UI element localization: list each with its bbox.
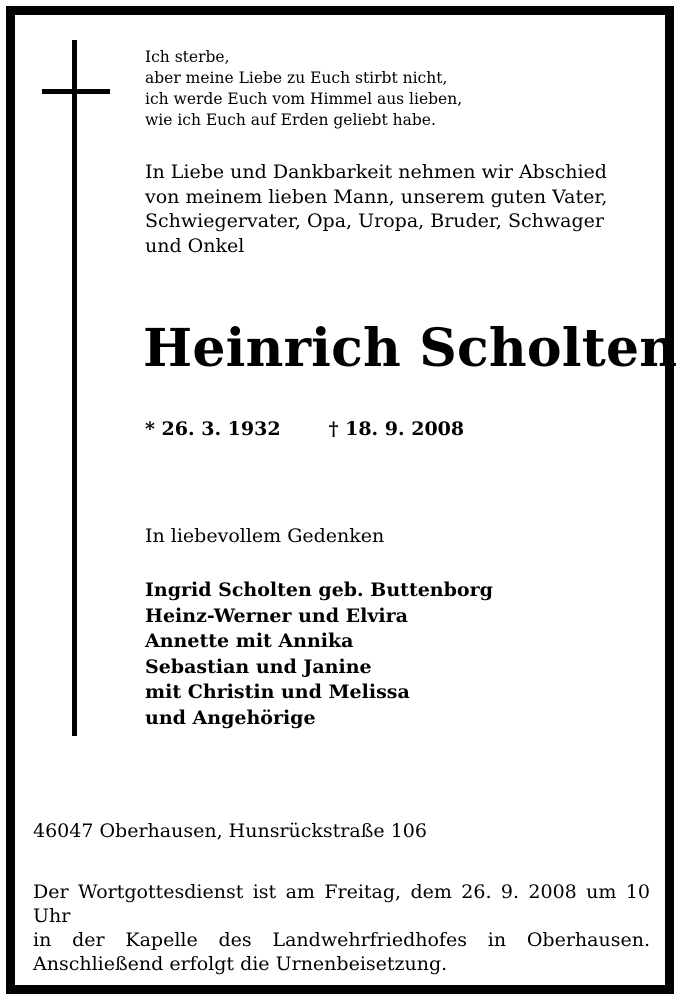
family-line: Sebastian und Janine — [145, 655, 372, 678]
service-line: Der Wortgottesdienst ist am Freitag, dem 26. 9. 2008 um 10 Uhr — [33, 881, 650, 927]
family-line: und Angehörige — [145, 706, 316, 729]
address: 46047 Oberhausen, Hunsrückstraße 106 — [33, 820, 427, 842]
deceased-name: Heinrich Scholten — [143, 318, 678, 379]
remembrance-text: In liebevollem Gedenken — [145, 525, 385, 547]
poem-line: ich werde Euch vom Himmel aus lieben, — [145, 90, 463, 108]
family-signatories — [145, 578, 493, 731]
poem-line: Ich sterbe, — [145, 48, 230, 66]
obituary-frame — [6, 6, 674, 994]
cross-icon-horizontal-bar — [42, 89, 110, 94]
poem-line: wie ich Euch auf Erden geliebt habe. — [145, 111, 436, 129]
intro-line: Schwiegervater, Opa, Uropa, Bruder, Schwager — [145, 210, 604, 232]
life-dates — [145, 418, 464, 440]
farewell-intro — [145, 160, 607, 258]
service-line: in der Kapelle des Landwehrfriedhofes in Oberhausen. — [33, 929, 650, 951]
intro-line: von meinem lieben Mann, unserem guten Vater, — [145, 185, 608, 208]
birth-date: * 26. 3. 1932 — [145, 418, 281, 440]
family-line: mit Christin und Melissa — [145, 681, 410, 703]
poem-line: aber meine Liebe zu Euch stirbt nicht, — [145, 69, 448, 87]
cross-icon-vertical-bar — [72, 40, 77, 736]
family-line: Ingrid Scholten geb. Buttenborg — [145, 579, 493, 601]
family-line: Heinz-Werner und Elvira — [145, 604, 408, 627]
death-date: † 18. 9. 2008 — [328, 418, 465, 440]
intro-line: und Onkel — [145, 234, 245, 257]
poem — [145, 47, 462, 131]
service-line: Anschließend erfolgt die Urnenbeisetzung. — [33, 953, 448, 975]
family-line: Annette mit Annika — [145, 630, 354, 652]
service-info — [33, 880, 650, 976]
intro-line: In Liebe und Dankbarkeit nehmen wir Abschied — [145, 161, 607, 183]
